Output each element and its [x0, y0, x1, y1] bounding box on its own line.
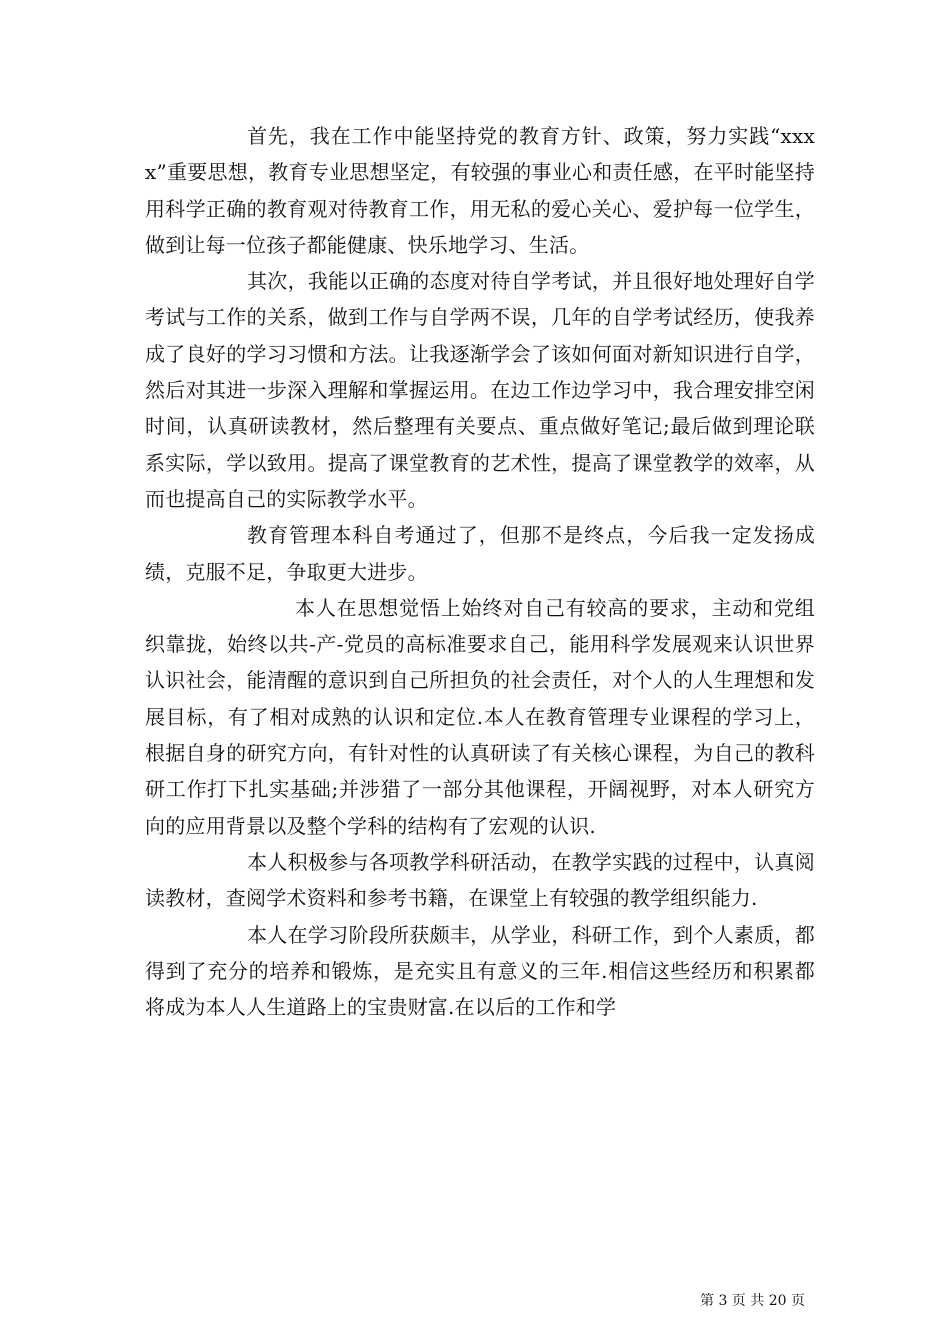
- paragraph-2: 其次，我能以正确的态度对待自学考试，并且很好地处理好自学考试与工作的关系，做到工作与自学两不误，几年的自学考试经历，使我养成了良好的学习习惯和方法。让我逐渐学会了该如何面对新知识进行自学，然后对其进一步深入理解和掌握运用。在边工作边学习中，我合理安排空闲时间，认真研读教材，然后整理有关要点、重点做好笔记;最后做到理论联系实际，学以致用。提高了课堂教育的艺术性，提高了课堂教学的效率，从而也提高自己的实际教学水平。: [145, 269, 815, 511]
- paragraph-1: 首先，我在工作中能坚持党的教育方针、政策，努力实践“xxxx”重要思想，教育专业思想坚定，有较强的事业心和责任感，在平时能坚持用科学正确的教育观对待教育工作，用无私的爱心关心、爱护每一位学生，做到让每一位孩子都能健康、快乐地学习、生活。: [145, 124, 815, 257]
- paragraph-3: 教育管理本科自考通过了，但那不是终点，今后我一定发扬成绩，克服不足，争取更大进步。: [145, 523, 815, 584]
- document-body: [145, 118, 815, 1025]
- paragraph-4: 本人在思想觉悟上始终对自己有较高的要求，主动和党组织靠拢，始终以共-产-党员的高标准要求自己，能用科学发展观来认识世界认识社会，能清醒的意识到自己所担负的社会责任，对个人的人生理想和发展目标，有了相对成熟的认识和定位.本人在教育管理专业课程的学习上，根据自身的研究方向，有针对性的认真研读了有关核心课程，为自己的教科研工作打下扎实基础;并涉猎了一部分其他课程，开阔视野，对本人研究方向的应用背景以及整个学科的结构有了宏观的认识.: [145, 595, 815, 838]
- paragraph-5: 本人积极参与各项教学科研活动，在教学实践的过程中，认真阅读教材，查阅学术资料和参考书籍，在课堂上有较强的教学组织能力.: [145, 849, 815, 911]
- paragraph-6: 本人在学习阶段所获颇丰，从学业，科研工作，到个人素质，都得到了充分的培养和锻炼，是充实且有意义的三年.相信这些经历和积累都将成为本人人生道路上的宝贵财富.在以后的工作和学: [145, 922, 815, 1020]
- page-number-footer: 第 3 页 共 20 页: [700, 1293, 805, 1309]
